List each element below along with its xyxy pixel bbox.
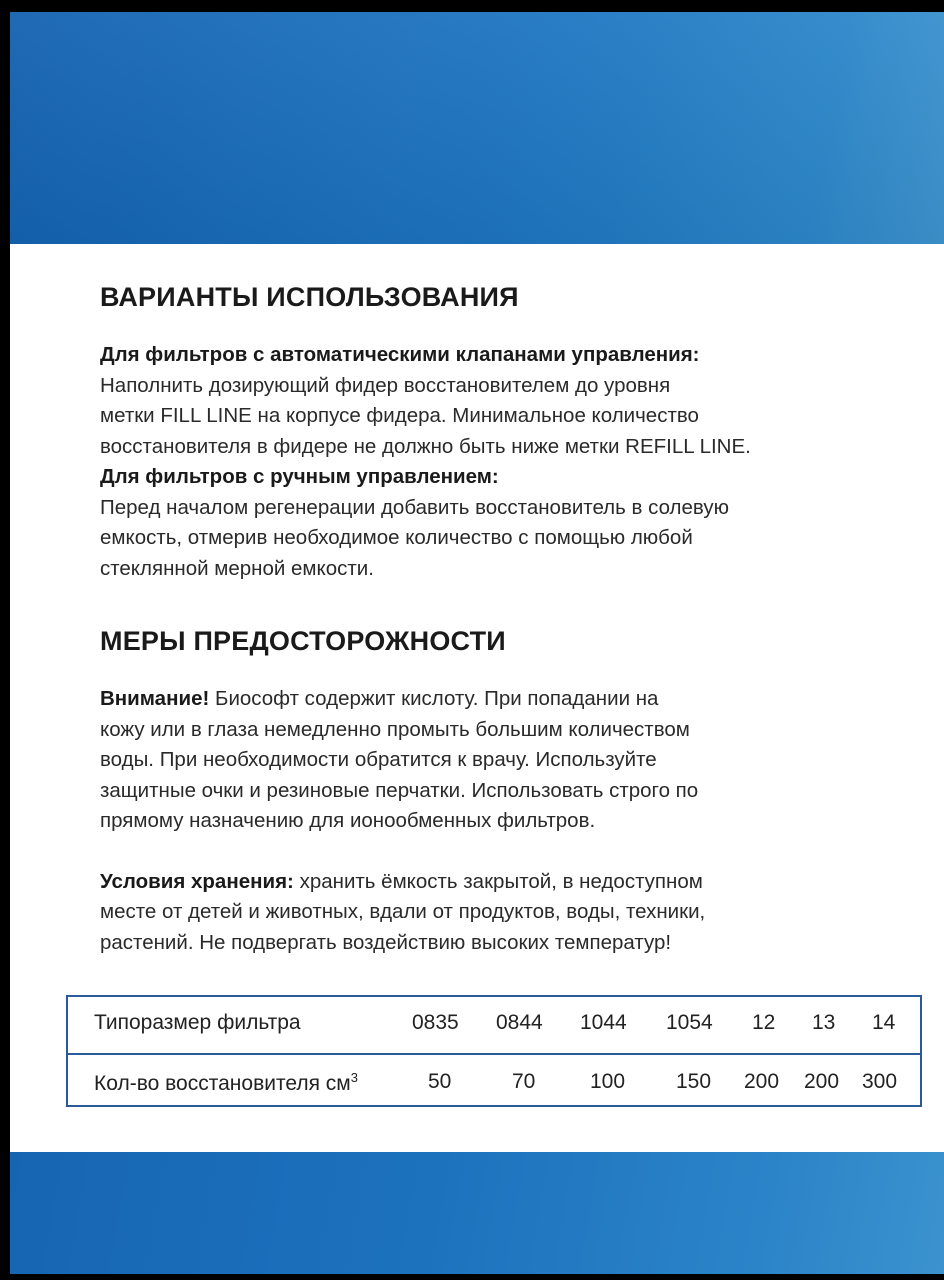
regenerant-amount-text: Кол-во восстановителя см (94, 1072, 351, 1095)
regenerant-amount-cell: 100 (590, 1070, 626, 1093)
manual-line-1: Перед началом регенерации добавить восстановитель в солевую (100, 495, 729, 519)
paragraph-gap (100, 837, 860, 867)
storage-label: Условия хранения: (100, 869, 294, 893)
warning-line-3: воды. При необходимости обратится к врачу. Используйте (100, 748, 657, 771)
table-row-filter-size (68, 997, 920, 1052)
regenerant-amount-cell: 150 (676, 1070, 712, 1093)
warning-label: Внимание! (100, 687, 210, 710)
usage-section (100, 280, 860, 584)
auto-line-2: метки FILL LINE на корпусе фидера. Минимальное количество (100, 404, 699, 427)
document-page (10, 12, 944, 1274)
usage-title: ВАРИАНТЫ ИСПОЛЬЗОВАНИЯ (100, 282, 519, 312)
regenerant-amount-cell: 70 (512, 1070, 536, 1093)
manual-line-3: стеклянной мерной емкости. (100, 556, 374, 580)
manual-line-2: емкость, отмерив необходимое количество с помощью любой (100, 526, 693, 549)
cubic-unit-sup: 3 (350, 1070, 358, 1085)
regenerant-amount-cell: 200 (744, 1070, 780, 1093)
regenerant-amount-label (94, 1070, 358, 1096)
warning-line-2: кожу или в глаза немедленно промыть большим количеством (100, 717, 690, 741)
auto-line-3: восстановителя в фидере не должно быть ниже метки REFILL LINE. (100, 434, 751, 458)
storage-line-2: месте от детей и животных, вдали от продуктов, воды, техники, (100, 900, 706, 923)
manual-subtitle: Для фильтров с ручным управлением: (100, 465, 499, 488)
filter-size-cell: 13 (812, 1011, 836, 1034)
auto-valves-subtitle: Для фильтров с автоматическими клапанами управления: (100, 343, 700, 366)
filter-size-cell: 1054 (666, 1011, 713, 1034)
top-blue-band (10, 12, 944, 244)
filter-size-label: Типоразмер фильтра (94, 1011, 301, 1034)
regenerant-amount-cell: 200 (804, 1070, 840, 1093)
warning-line-5: прямому назначению для ионообменных фильтров. (100, 809, 596, 832)
table-row-regenerant-amount (68, 1053, 920, 1110)
regenerant-amount-cell: 300 (862, 1070, 898, 1093)
storage-text-1: хранить ёмкость закрытой, в недоступном (293, 869, 703, 893)
precautions-title: МЕРЫ ПРЕДОСТОРОЖНОСТИ (100, 626, 506, 656)
filter-size-cell: 14 (872, 1011, 896, 1034)
filter-size-cell: 0844 (496, 1011, 543, 1034)
filter-size-cell: 0835 (412, 1011, 459, 1034)
regenerant-amount-cell: 50 (428, 1070, 452, 1093)
bottom-blue-band (10, 1152, 944, 1274)
filter-size-cell: 12 (752, 1011, 776, 1034)
dosage-table (66, 995, 922, 1107)
warning-line-4: защитные очки и резиновые перчатки. Использовать строго по (100, 778, 699, 802)
precautions-section (100, 624, 860, 958)
storage-line-1 (100, 867, 860, 898)
warning-text-1: Биософт содержит кислоту. При попадании на (209, 687, 659, 710)
filter-size-cell: 1044 (580, 1011, 627, 1034)
storage-line-3: растений. Не подвергать воздействию высоких температур! (100, 930, 672, 954)
auto-line-1: Наполнить дозирующий фидер восстановителем до уровня (100, 373, 671, 397)
warning-line-1 (100, 684, 860, 715)
